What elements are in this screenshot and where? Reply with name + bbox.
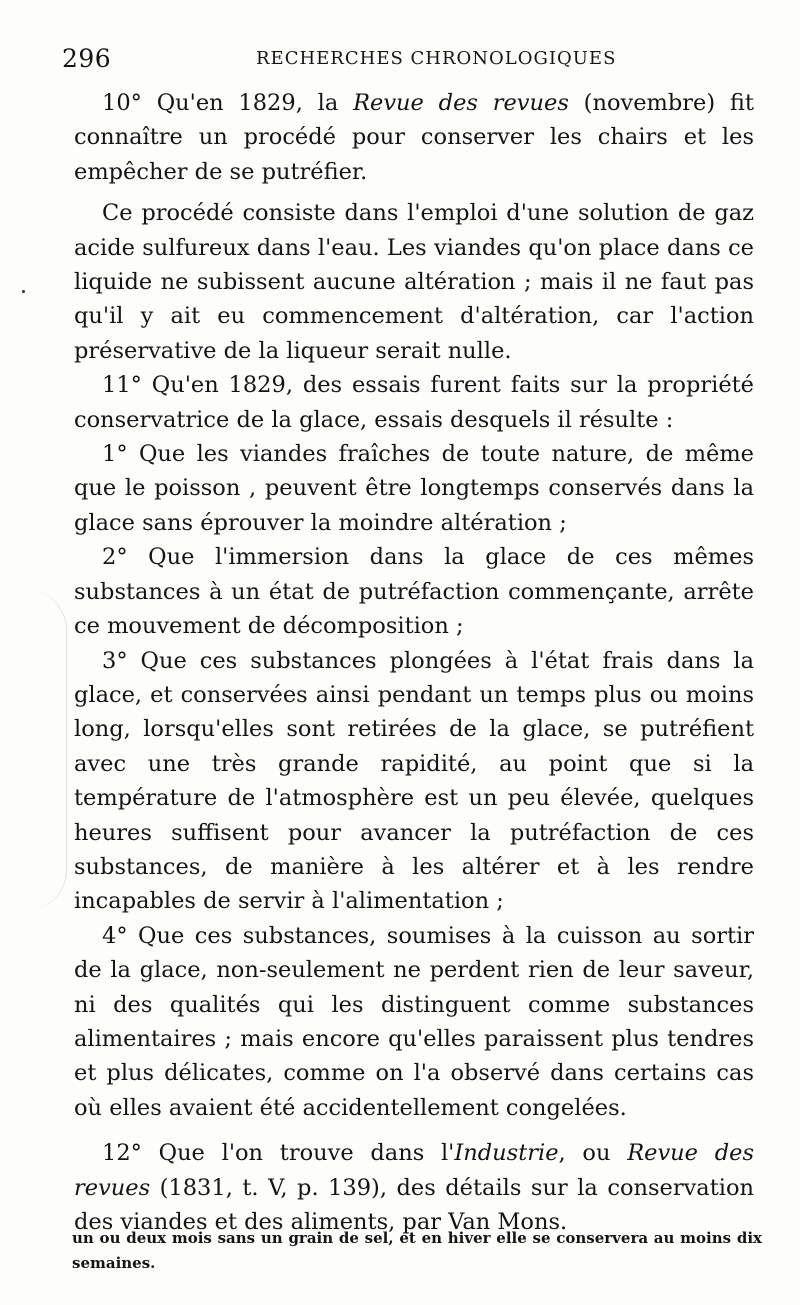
paragraph-procede: Ce procédé consiste dans l'emploi d'une solution de gaz acide sulfureux dans l'eau. Les viandes qu'on place dans ce liquide ne subissent aucune altération ; mais il ne faut pas qu'il y ait eu commencement d'altération, car l'action préservative de la liqueur serait nulle. [74,200,754,364]
paragraph-12-text-a: 12° Que l'on trouve dans l' [102,1140,455,1167]
body-text [74,86,754,1239]
running-head: RECHERCHES CHRONOLOGIQUES [256,48,617,69]
footnote [72,1226,762,1276]
paragraph-12-italic-revue: Revue des revues [74,1140,754,1201]
paragraph-10-text-b: (novembre) fit connaître un procédé pour conserver les chairs et les empêcher de se putréfier. [74,90,754,185]
paragraph-12-italic-industrie: Industrie [454,1140,559,1167]
paragraph-12-text-b: , ou [558,1140,628,1167]
paragraph-10-text-a: 10° Qu'en 1829, la [102,90,354,116]
paragraph-12 [74,1136,754,1239]
paragraph-11: 11° Qu'en 1829, des essais furent faits sur la propriété conservatrice de la glace, essais desquels il résulte : [74,372,754,433]
paragraph-10-italic-title: Revue des revues [353,90,569,116]
paragraph-10 [74,86,754,189]
paragraph-12-text-c: (1831, t. V, p. 139), des détails sur la conservation des viandes et des aliments, par Van Mons. [74,1174,754,1235]
paragraph-11-item-3: 3° Que ces substances plongées à l'état frais dans la glace, et conservées ainsi pendant un temps plus ou moins long, lorsqu'elles sont retirées de la glace, se putréfient avec une très grande rapidité, au point que si la température de l'atmosphère est un peu élevée, quelques heures suffisent pour avancer la putréfaction de ces substances, de manière à les altérer et à les rendre incapables de servir à l'alimentation ; [74,647,754,915]
ink-speck [22,290,25,293]
paragraph-11-item-2: 2° Que l'immersion dans la glace de ces mêmes substances à un état de putréfaction commençante, arrête ce mouvement de décomposition ; [74,544,754,640]
paragraph-11-item-4: 4° Que ces substances, soumises à la cuisson au sortir de la glace, non-seulement ne perdent rien de leur saveur, ni des qualités qui les distinguent comme substances alimentaires ; mais encore qu'elles paraissent plus tendres et plus délicates, comme on l'a observé dans certains cas où elles avaient été accidentellement congelées. [74,922,754,1121]
paragraph-11-item-1: 1° Que les viandes fraîches de toute nature, de même que le poisson , peuvent être longtemps conservés dans la glace sans éprouver la moindre altération ; [74,441,754,536]
page-header [60,44,760,74]
page-number: 296 [62,44,112,73]
page-fold-shadow [0,590,67,910]
footnote-text: un ou deux mois sans un grain de sel, et en hiver elle se conservera au moins dix semaines. [72,1229,762,1272]
